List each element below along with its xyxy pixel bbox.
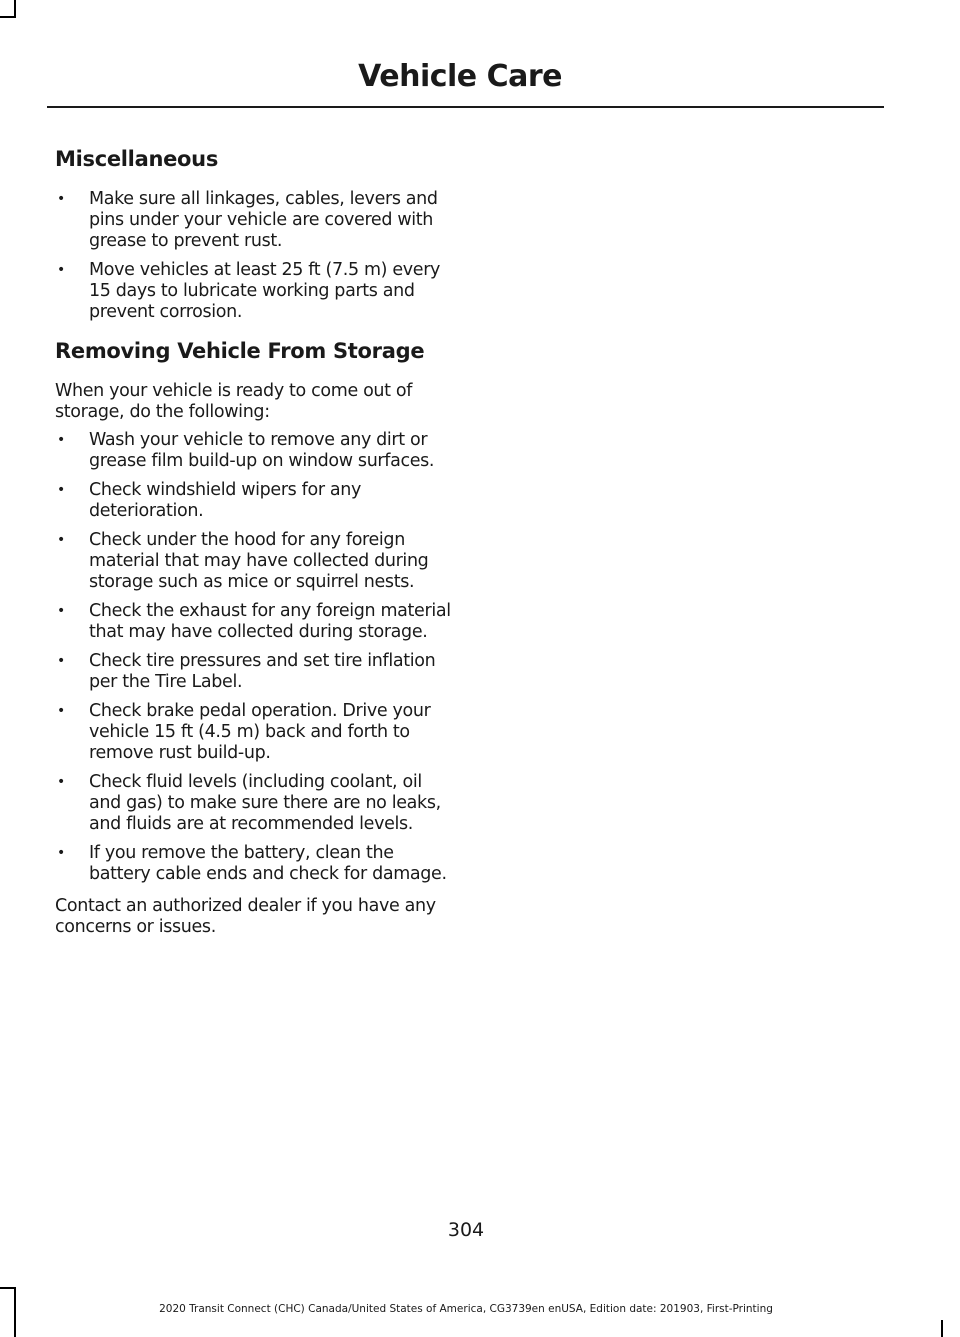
crop-mark-bottom-right-vertical	[941, 1320, 943, 1337]
list-item: • Move vehicles at least 25 ft (7.5 m) every 15 days to lubricate working parts and prevent corrosion.	[55, 260, 455, 323]
page-number: 304	[447, 1219, 485, 1241]
crop-mark-top-left-horizontal	[0, 16, 16, 18]
list-item: • Check windshield wipers for any deterioration.	[55, 480, 455, 522]
list-item: • Check fluid levels (including coolant, oil and gas) to make sure there are no leaks, and fluids are at recommended levels.	[55, 772, 455, 835]
list-item: • Wash your vehicle to remove any dirt or grease film build-up on window surfaces.	[55, 430, 455, 472]
section-heading: Miscellaneous	[55, 147, 219, 171]
section-closing: Contact an authorized dealer if you have any concerns or issues.	[55, 896, 436, 937]
page-header	[0, 55, 960, 99]
list-item: • Make sure all linkages, cables, levers and pins under your vehicle are covered with grease to prevent rust.	[55, 189, 455, 252]
bullet-list	[55, 430, 455, 885]
crop-mark-bottom-left-horizontal	[0, 1287, 16, 1289]
section-removing-vehicle-from-storage	[55, 334, 455, 938]
section-intro: When your vehicle is ready to come out of storage, do the following:	[55, 381, 413, 422]
section-heading: Removing Vehicle From Storage	[55, 339, 425, 363]
header-rule	[47, 106, 884, 108]
list-item: • Check tire pressures and set tire inflation per the Tire Label.	[55, 651, 455, 693]
main-content	[55, 142, 455, 945]
section-miscellaneous	[55, 142, 455, 323]
page-title: Vehicle Care	[358, 59, 562, 94]
list-item: • Check brake pedal operation. Drive your vehicle 15 ft (4.5 m) back and forth to remove rust build-up.	[55, 701, 455, 764]
list-item: • Check the exhaust for any foreign material that may have collected during storage.	[55, 601, 455, 643]
list-item: • Check under the hood for any foreign material that may have collected during storage such as mice or squirrel nests.	[55, 530, 455, 593]
list-item: • If you remove the battery, clean the battery cable ends and check for damage.	[55, 843, 455, 885]
bullet-list	[55, 189, 455, 323]
footer-edition-text: 2020 Transit Connect (CHC) Canada/United States of America, CG3739en enUSA, Edition date: 201903, First-Printing	[159, 1303, 773, 1315]
